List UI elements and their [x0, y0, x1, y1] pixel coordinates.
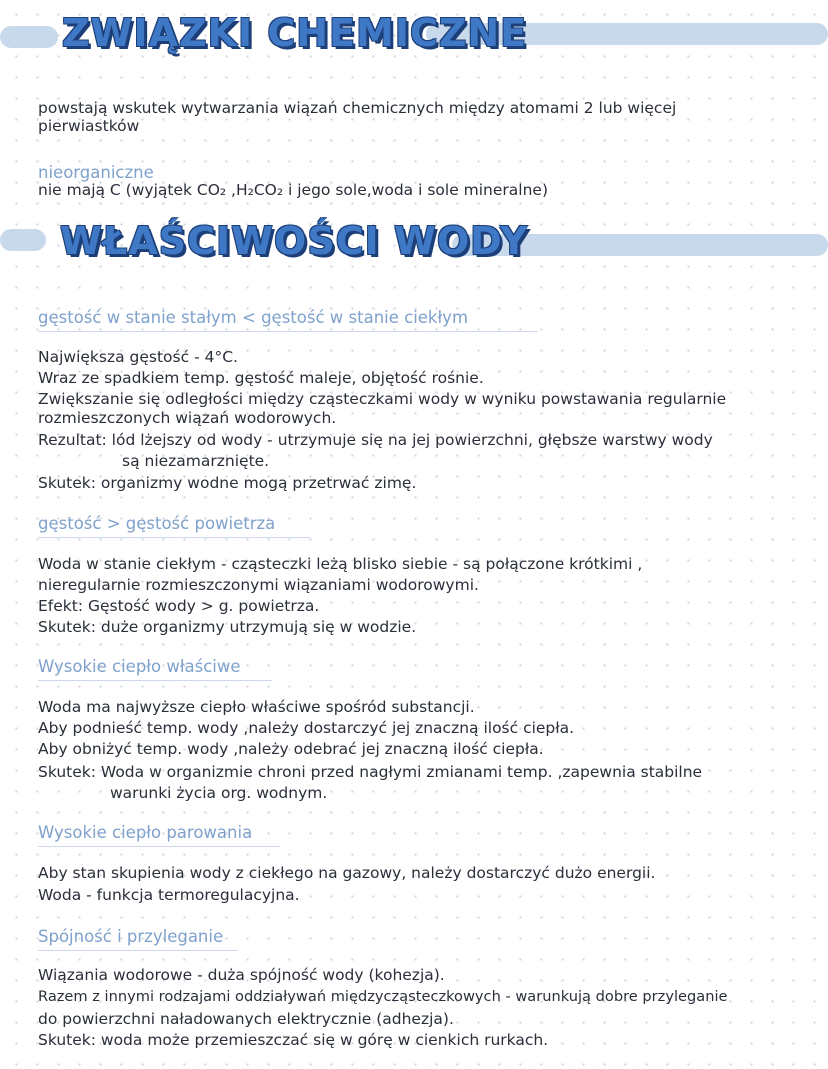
topic-line: nieregularnie rozmieszczonymi wiązaniami wodorowymi. — [38, 576, 479, 594]
title-banner-left — [0, 26, 58, 48]
topic-line: są niezamarznięte. — [122, 452, 270, 470]
topic-line: Efekt: Gęstość wody > g. powietrza. — [38, 597, 320, 615]
topic-line: Skutek: organizmy wodne mogą przetrwać zimę. — [38, 474, 417, 492]
inorganic-detail: nie mają C (wyjątek CO₂ ,H₂CO₂ i jego sole,woda i sole mineralne) — [38, 181, 549, 199]
subheading-inorganic: nieorganiczne — [38, 163, 154, 182]
topic-heading-density-vs-air: gęstość > gęstość powietrza — [38, 514, 276, 533]
topic-line: Zwiększanie się odległości między cząsteczkami wody w wyniku powstawania regularnie — [38, 390, 727, 408]
topic-line: Skutek: woda może przemieszczać się w górę w cienkich rurkach. — [38, 1031, 549, 1049]
topic-line: Wraz ze spadkiem temp. gęstość maleje, objętość rośnie. — [38, 369, 484, 387]
topic-line: Aby stan skupienia wody z ciekłego na gazowy, należy dostarczyć dużo energii. — [38, 864, 656, 882]
topic-line: Razem z innymi rodzajami oddziaływań międzycząsteczkowych - warunkują dobre przyleganie — [38, 988, 728, 1005]
topic-line: Skutek: Woda w organizmie chroni przed nagłymi zmianami temp. ,zapewnia stabilne — [38, 763, 703, 781]
topic-line: Aby podnieść temp. wody ,należy dostarczyć jej znaczną ilość ciepła. — [38, 719, 575, 737]
topic-line: do powierzchni naładowanych elektrycznie (adhezja). — [38, 1010, 454, 1028]
topic-line: Aby obniżyć temp. wody ,należy odebrać jej znaczną ilość ciepła. — [38, 740, 544, 758]
section-title-chemical-compounds: ZWIĄZKI CHEMICZNE — [62, 11, 528, 55]
heading-underline — [38, 331, 538, 332]
topic-line: Rezultat: lód lżejszy od wody - utrzymuje się na jej powierzchni, głębsze warstwy wody — [38, 431, 713, 449]
topic-line: warunki życia org. wodnym. — [110, 784, 328, 802]
heading-underline — [38, 680, 272, 681]
heading-underline — [38, 537, 310, 538]
topic-line: Woda ma najwyższe ciepło właściwe spośród substancji. — [38, 698, 475, 716]
title-banner-left-2 — [0, 229, 46, 251]
topic-line: Woda - funkcja termoregulacyjna. — [38, 886, 300, 904]
topic-heading-density-solid-vs-liquid: gęstość w stanie stałym < gęstość w stanie ciekłym — [38, 308, 469, 327]
topic-heading-cohesion-adhesion: Spójność i przyleganie — [38, 927, 224, 946]
definition-line-1: powstają wskutek wytwarzania wiązań chemicznych między atomami 2 lub więcej — [38, 99, 677, 117]
topic-line: rozmieszczonych wiązań wodorowych. — [38, 409, 337, 427]
heading-underline — [38, 950, 238, 951]
topic-heading-specific-heat: Wysokie ciepło właściwe — [38, 657, 241, 676]
topic-line: Woda w stanie ciekłym - cząsteczki leżą blisko siebie - są połączone krótkimi , — [38, 555, 643, 573]
definition-line-2: pierwiastków — [38, 117, 140, 135]
topic-line: Wiązania wodorowe - duża spójność wody (kohezja). — [38, 966, 445, 984]
topic-line: Skutek: duże organizmy utrzymują się w wodzie. — [38, 618, 417, 636]
topic-heading-heat-of-vaporization: Wysokie ciepło parowania — [38, 823, 253, 842]
heading-underline — [38, 846, 280, 847]
topic-line: Największa gęstość - 4°C. — [38, 348, 238, 366]
section-title-water-properties: WŁAŚCIWOŚCI WODY — [60, 219, 529, 263]
